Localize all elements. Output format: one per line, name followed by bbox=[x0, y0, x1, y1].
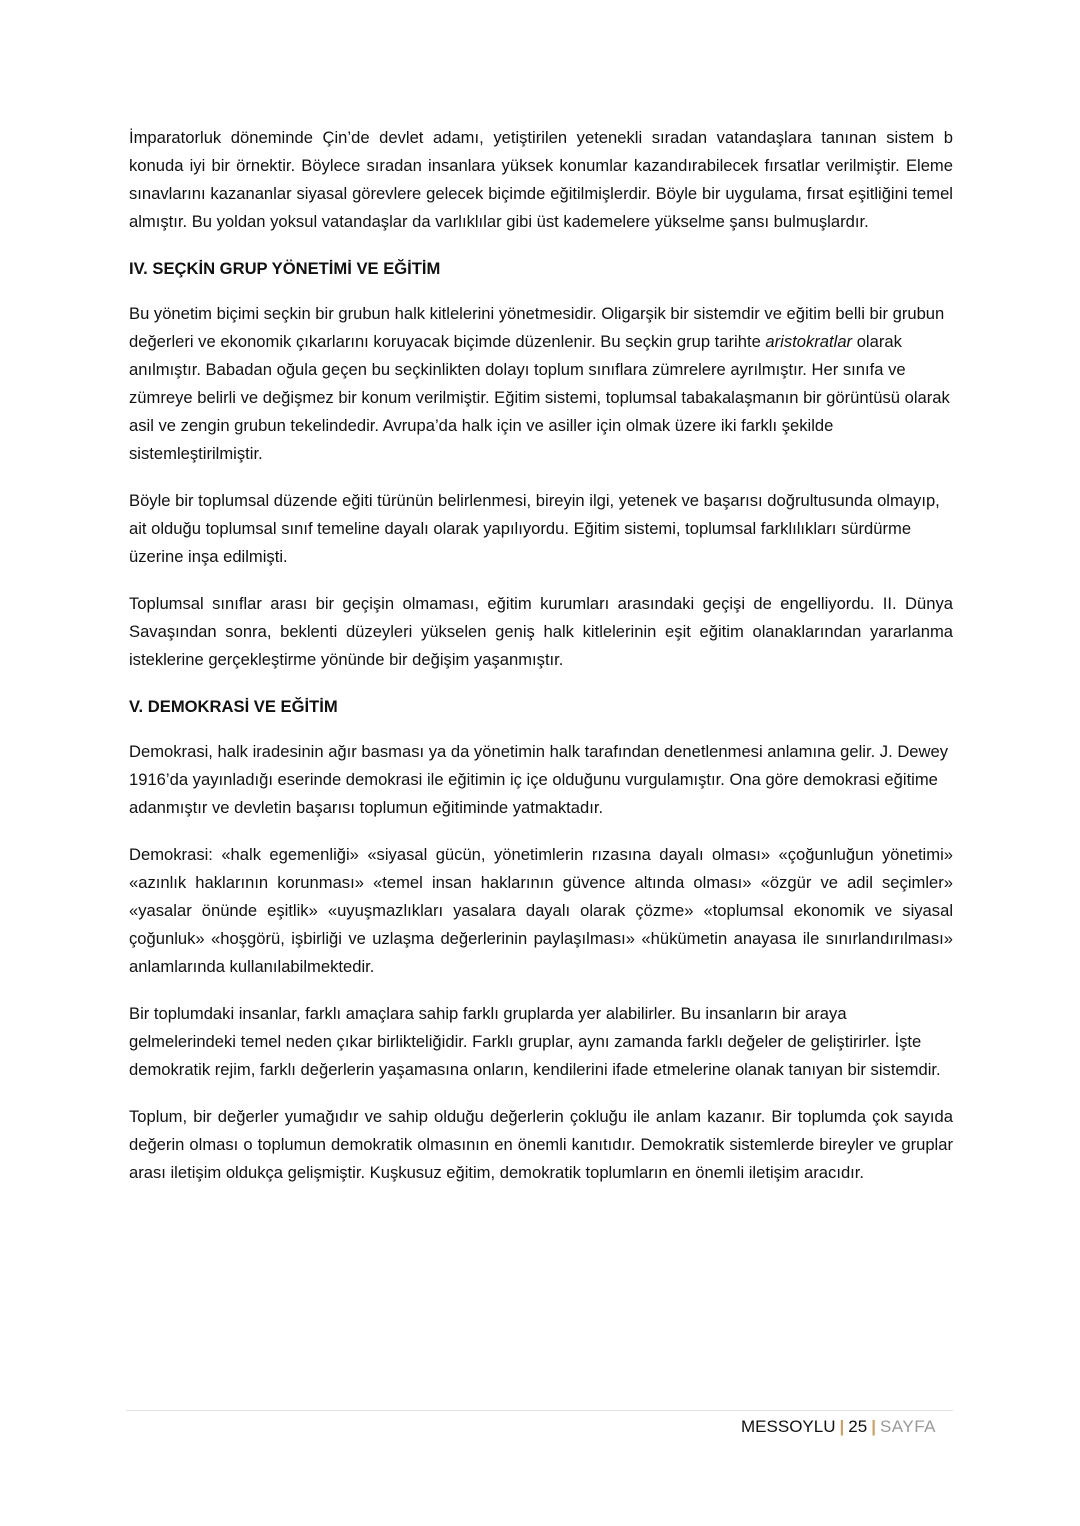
page-body bbox=[129, 124, 953, 1206]
paragraph-values: Toplum, bir değerler yumağıdır ve sahip olduğu değerlerin çokluğu ile anlam kazanır. Bir toplumda çok sayıda değerin olması o toplumun demokratik olmasının en önemli kanıtıdır. Demokratik sistemlerde bireyler ve gruplar arası iletişim oldukça gelişmiştir. Kuşkusuz eğitim, demokratik toplumların en önemli iletişim aracıdır. bbox=[129, 1107, 953, 1182]
paragraph-democracy-definition: Demokrasi, halk iradesinin ağır basması ya da yönetimin halk tarafından denetlenmesi anlamına gelir. J. Dewey 1916’da yayınladığı eserinde demokrasi ile eğitimin iç içe olduğunu vurgulamıştır. Ona göre demokrasi eğitime adanmıştır ve devletin başarısı toplumun eğitiminde yatmaktadır. bbox=[129, 742, 949, 817]
footer-divider bbox=[126, 1410, 953, 1411]
paragraph-class-transition: Toplumsal sınıflar arası bir geçişin olmaması, eğitim kurumları arasındaki geçişi de engelliyordu. II. Dünya Savaşından sonra, beklenti düzeyleri yükselen geniş halk kitlelerinin eşit eğitim olanaklarından yararlanma isteklerine gerçekleştirme yönünde bir değişim yaşanmıştır. bbox=[129, 594, 953, 669]
paragraph-elite-rule-part1: Bu yönetim biçimi seçkin bir grubun halk kitlelerini yönetmesidir. Oligarşik bir sistemdir ve eğitim belli bir grubun değerleri ve ekonomik çıkarlarını koruyacak biçimde düzenlenir. Bu seçkin grup tarihte bbox=[129, 304, 945, 351]
heading-elite-group: IV. SEÇKİN GRUP YÖNETİMİ VE EĞİTİM bbox=[129, 259, 441, 278]
paragraph-groups: Bir toplumdaki insanlar, farklı amaçlara sahip farklı gruplarda yer alabilirler. Bu insanların bir araya gelmelerindeki temel neden çıkar birlikteliğidir. Farklı gruplar, aynı zamanda farklı değeler de geliştirirler. İşte demokratik rejim, farklı değerlerin yaşamasına onların, kendilerini ifade etmelerine olanak tanıyan bir sistemdir. bbox=[129, 1004, 941, 1079]
footer-page-label: SAYFA bbox=[879, 1417, 936, 1436]
paragraph-social-order: Böyle bir toplumsal düzende eğiti türünün belirlenmesi, bireyin ilgi, yetenek ve başarısı doğrultusunda olmayıp, ait olduğu toplumsal sınıf temeline dayalı olarak yapılıyordu. Eğitim sistemi, toplumsal farklılıkları sürdürme üzerine inşa edilmişti. bbox=[129, 491, 940, 566]
footer-separator-1: | bbox=[839, 1417, 845, 1436]
heading-democracy: V. DEMOKRASİ VE EĞİTİM bbox=[129, 697, 338, 716]
footer-author: MESSOYLU bbox=[741, 1417, 836, 1436]
paragraph-democracy-meanings: Demokrasi: «halk egemenliği» «siyasal gücün, yönetimlerin rızasına dayalı olması» «çoğunluğun yönetimi» «azınlık haklarının korunması» «temel insan haklarının güvence altında olması» «özgür ve adil seçimler» «yasalar önünde eşitlik» «uyuşmazlıkları yasalara dayalı olarak çözme» «toplumsal ekonomik ve siyasal çoğunluk» «hoşgörü, işbirliği ve uzlaşma değerlerinin paylaşılması» «hükümetin anayasa ile sınırlandırılması» anlamlarında kullanılabilmektedir. bbox=[129, 845, 953, 976]
paragraph-china: İmparatorluk döneminde Çin’de devlet adamı, yetiştirilen yetenekli sıradan vatandaşlara tanınan sistem b konuda iyi bir örnektir. Böylece sıradan insanlara yüksek konumlar kazandırabilecek fırsatlar verilmiştir. Eleme sınavlarını kazananlar siyasal görevlere gelecek biçimde eğitilmişlerdir. Böyle bir uygulama, fırsat eşitliğini temel almıştır. Bu yoldan yoksul vatandaşlar da varlıklılar gibi üst kademelere yükselme şansı bulmuşlardır. bbox=[129, 128, 953, 231]
footer-page-number: 25 bbox=[848, 1417, 868, 1436]
term-aristocrats: aristokratlar bbox=[765, 332, 853, 351]
footer-separator-2: | bbox=[871, 1417, 876, 1436]
paragraph-elite-rule-part2: olarak anılmıştır. Babadan oğula geçen bu seçkinlikten dolayı toplum sınıflara zümrelere ayrılmıştır. Her sınıfa ve zümreye belirli ve değişmez bir konum verilmiştir. Eğitim sistemi, toplumsal tabakalaşmanın bir görüntüsü olarak asil ve zengin grubun tekelindedir. Avrupa’da halk için ve asiller için olmak üzere iki farklı şekilde sistemleştirilmiştir. bbox=[129, 332, 950, 463]
page-footer bbox=[741, 1414, 936, 1440]
paragraph-elite-rule bbox=[129, 300, 953, 468]
